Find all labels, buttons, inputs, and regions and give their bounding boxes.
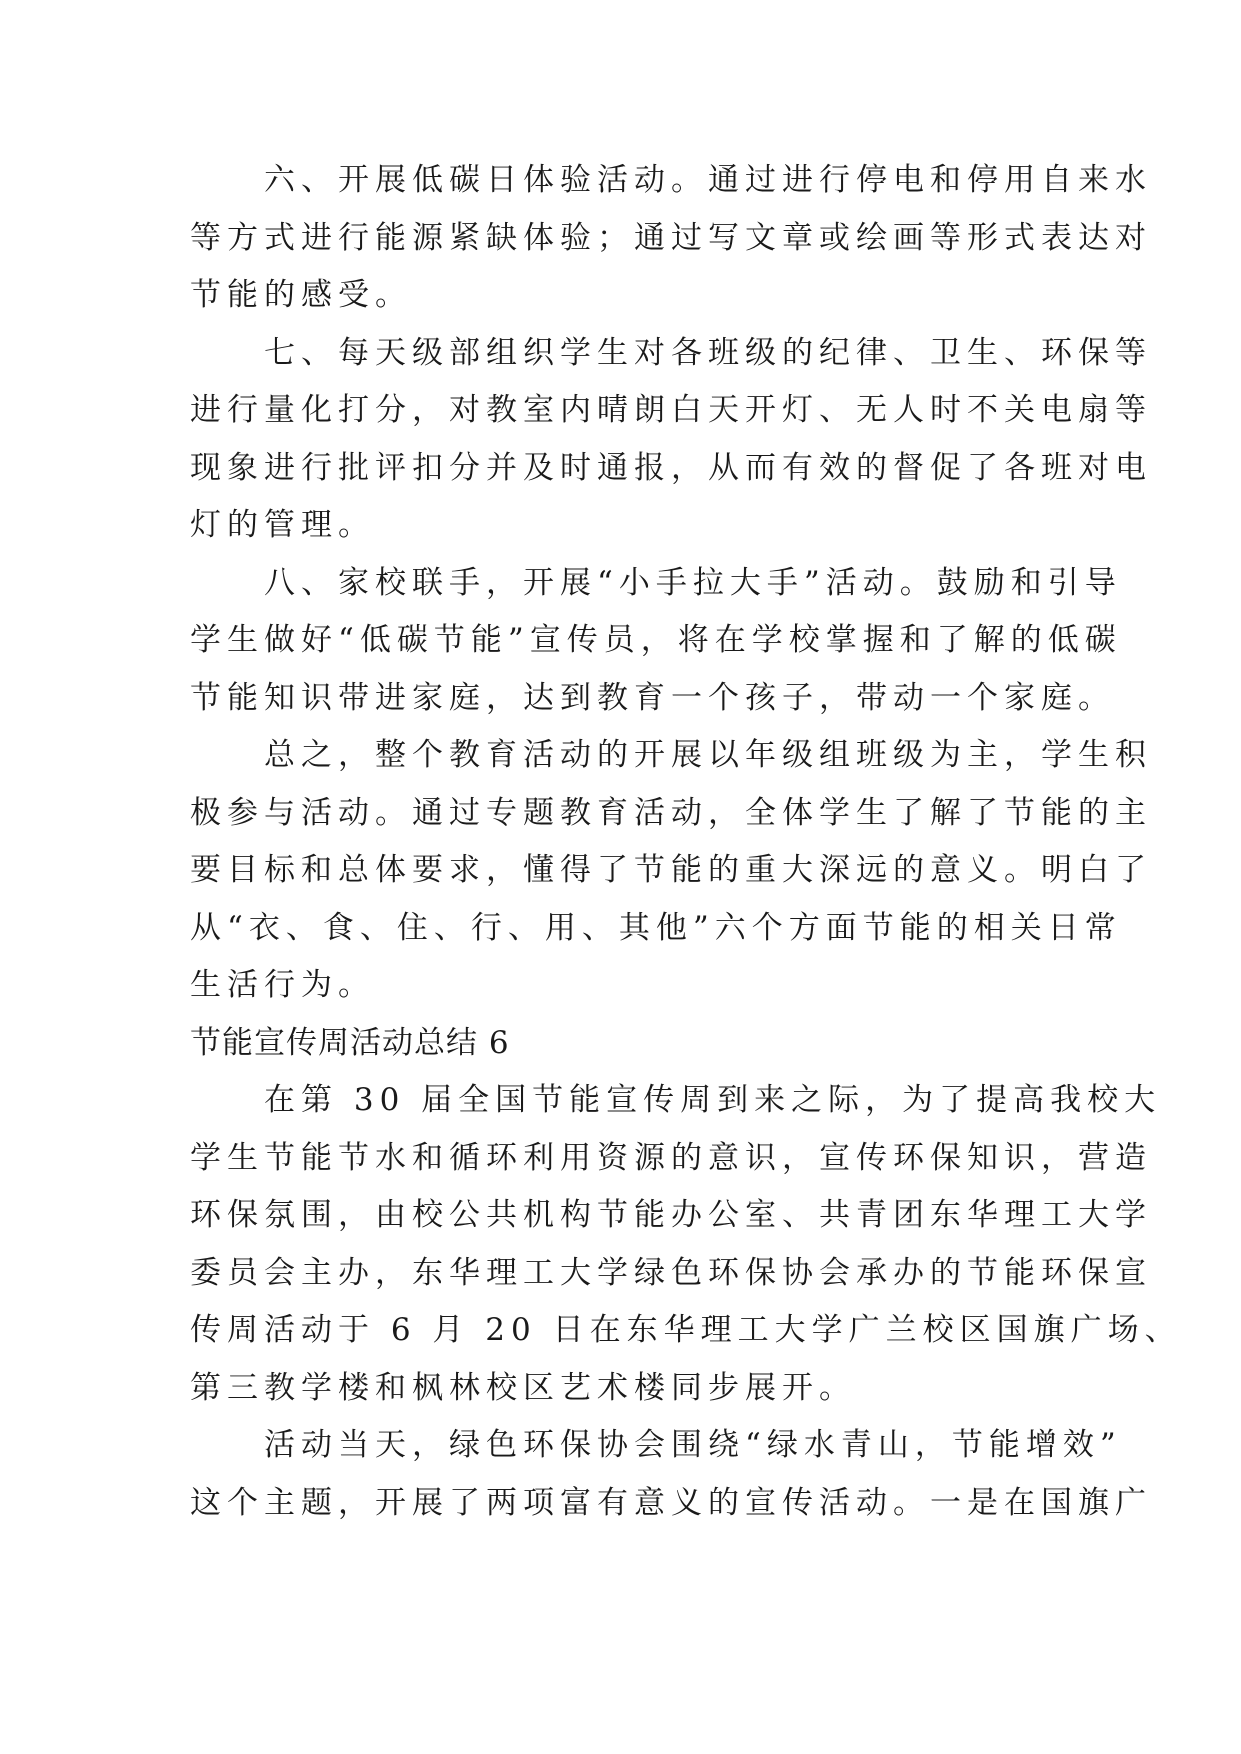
paragraph-intro: [190, 1072, 1182, 1417]
heading-text: 节能宣传周活动总结 6: [190, 1024, 510, 1061]
text-line: 传周活动于 6 月 20 日在东华理工大学广兰校区国旗广场、: [190, 1312, 1182, 1348]
paragraph-summary: [190, 727, 1152, 1015]
text-line: 进行量化打分，对教室内晴朗白天开灯、无人时不关电扇等: [190, 392, 1152, 428]
text-line: 环保氛围，由校公共机构节能办公室、共青团东华理工大学: [190, 1197, 1152, 1233]
text-line: 灯的管理。: [190, 507, 375, 543]
text-line: 八、家校联手，开展“小手拉大手”活动。鼓励和引导: [264, 564, 1122, 601]
text-line: 要目标和总体要求，懂得了节能的重大深远的意义。明白了: [190, 852, 1152, 888]
text-line: 活动当天，绿色环保协会围绕“绿水青山，节能增效”: [264, 1427, 1122, 1463]
text-line: 第三教学楼和枫林校区艺术楼同步展开。: [190, 1369, 856, 1406]
text-line: 这个主题，开展了两项富有意义的宣传活动。一是在国旗广: [190, 1484, 1152, 1521]
text-line: 总之，整个教育活动的开展以年级组班级为主，学生积: [264, 737, 1152, 773]
text-line: 七、每天级部组织学生对各班级的纪律、卫生、环保等: [264, 334, 1152, 371]
document-page: [190, 152, 1182, 1532]
text-line: 从“衣、食、住、行、用、其他”六个方面节能的相关日常: [190, 909, 1122, 946]
text-line: 学生做好“低碳节能”宣传员，将在学校掌握和了解的低碳: [190, 622, 1122, 658]
paragraph-seven: [190, 325, 1152, 555]
paragraph-activity-day: [190, 1417, 1152, 1532]
text-line: 现象进行批评扣分并及时通报，从而有效的督促了各班对电: [190, 449, 1152, 486]
paragraph-six: [190, 152, 1152, 325]
text-line: 学生节能节水和循环利用资源的意识，宣传环保知识，营造: [190, 1139, 1152, 1176]
paragraph-eight: [190, 555, 1122, 728]
text-line: 节能的感受。: [190, 277, 412, 313]
text-line: 委员会主办，东华理工大学绿色环保协会承办的节能环保宣: [190, 1254, 1152, 1291]
text-line: 节能知识带进家庭，达到教育一个孩子，带动一个家庭。: [190, 679, 1115, 716]
text-line: 等方式进行能源紧缺体验；通过写文章或绘画等形式表达对: [190, 219, 1152, 256]
text-line: 在第 30 届全国节能宣传周到来之际，为了提高我校大: [264, 1082, 1162, 1118]
text-line: 生活行为。: [190, 967, 375, 1003]
text-line: 极参与活动。通过专题教育活动，全体学生了解了节能的主: [190, 794, 1152, 831]
text-line: 六、开展低碳日体验活动。通过进行停电和停用自来水: [264, 162, 1152, 198]
section-heading: [190, 1015, 1050, 1073]
